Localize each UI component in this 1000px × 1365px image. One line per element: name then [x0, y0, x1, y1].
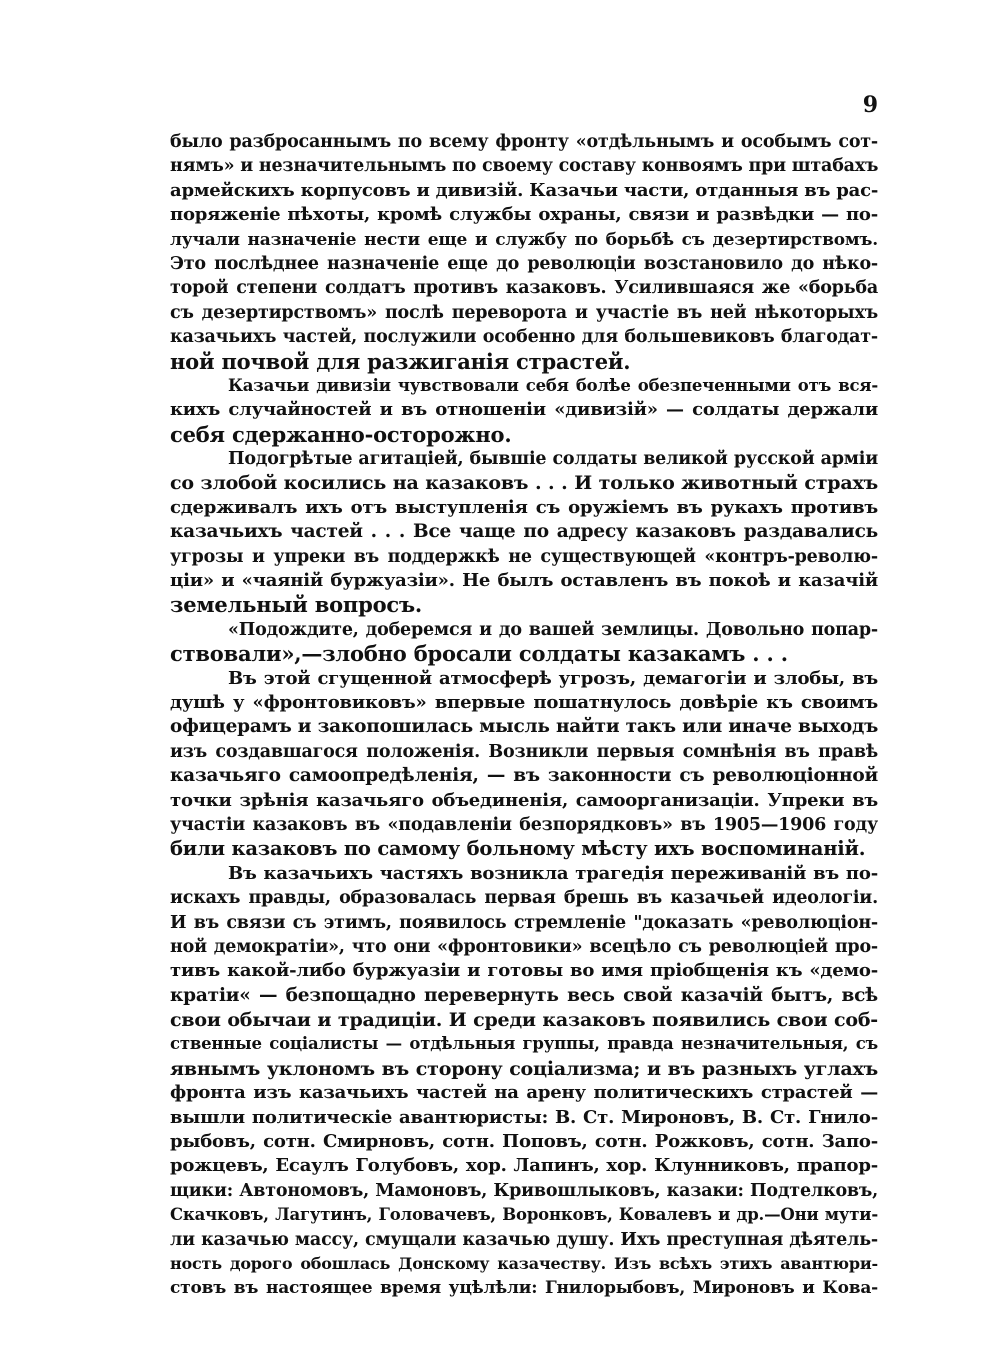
text-line: И въ связи съ этимъ, появилось стремленіе "доказать «революціон- [170, 912, 878, 933]
text-line: армейскихъ корпусовъ и дивизій. Казачьи части, отданныя въ рас- [170, 179, 878, 201]
text-line: ность дорого обошлась Донскому казачеству. Изъ всѣхъ этихъ авантюри- [170, 1253, 878, 1273]
text-line: фронта изъ казачьихъ частей на арену политическихъ страстей — [170, 1082, 878, 1104]
text-line: рыбовъ, сотн. Смирновъ, сотн. Поповъ, сотн. Рожковъ, сотн. Запо- [170, 1131, 878, 1153]
text-line: съ дезертирствомъ» послѣ переворота и участіе въ ней нѣкоторыхъ [170, 302, 878, 323]
text-line: стовъ въ настоящее время уцѣлѣли: Гнилорыбовъ, Мироновъ и Кова- [170, 1278, 878, 1299]
text-line: ціи» и «чаяній буржуазіи». Не былъ оставленъ въ покоѣ и казачій [170, 570, 878, 592]
text-line: ствовали»,—злобно бросали солдаты казакамъ . . . [170, 642, 788, 667]
text-line: Подогрѣтые агитаціей, бывшіе солдаты великой русской арміи [228, 449, 878, 470]
text-line: ной демократіи», что они «фронтовики» всецѣло съ революціей про- [170, 936, 878, 957]
text-line: явнымъ уклономъ въ сторону соціализма; и въ разныхъ углахъ [170, 1057, 878, 1080]
text-line: вышли политическіе авантюристы: В. Ст. Мироновъ, В. Ст. Гнило- [170, 1106, 878, 1128]
text-line: свои обычаи и традиціи. И среди казаковъ появились свои соб- [170, 1009, 878, 1032]
text-line: себя сдержанно-осторожно. [170, 422, 512, 447]
text-line: угрозы и упреки въ поддержкѣ не существующей «контръ-револю- [170, 546, 878, 567]
text-line: Въ этой сгущенной атмосферѣ угрозъ, демагогіи и злобы, въ [228, 667, 878, 689]
text-line: со злобой косились на казаковъ . . . И только животный страхъ [170, 472, 878, 495]
text-line: нямъ» и незначительнымъ по своему составу конвоямъ при штабахъ [170, 156, 878, 177]
text-line: точки зрѣнія казачьяго объединенія, самоорганизаціи. Упреки въ [170, 789, 878, 811]
text-line: Казачьи дивизіи чувствовали себя болѣе обезпеченными отъ вся- [228, 375, 878, 395]
text-line: было разбросаннымъ по всему фронту «отдѣльнымъ и особымъ сот- [170, 132, 878, 152]
text-line: Скачковъ, Лагутинъ, Головачевъ, Воронковъ, Ковалевъ и др.—Они мути- [170, 1205, 878, 1225]
text-line: торой степени солдатъ противъ казаковъ. Усилившаяся же «борьба [170, 278, 878, 299]
text-line: ной почвой для разжиганія страстей. [170, 349, 631, 374]
text-line: земельный вопросъ. [170, 593, 422, 618]
text-line: щики: Автономовъ, Мамоновъ, Кривошлыковъ, казаки: Подтелковъ, [170, 1180, 878, 1201]
text-line: Это послѣднее назначеніе еще до революціи возстановило до нѣко- [170, 253, 878, 274]
text-line: кратіи« — безпощадно перевернуть весь свой казачій бытъ, всѣ [170, 984, 878, 1006]
text-line: душѣ у «фронтовиковъ» впервые пошатнулось довѣріе къ своимъ [170, 691, 878, 713]
text-line: поряженіе пѣхоты, кромѣ службы охраны, связи и развѣдки — по- [170, 204, 878, 226]
text-line: рожцевъ, Есаулъ Голубовъ, хор. Лапинъ, хор. Клунниковъ, прапор- [170, 1155, 878, 1177]
text-line: участіи казаковъ въ «подавленіи безпорядковъ» въ 1905—1906 году [170, 814, 878, 835]
text-line: «Подождите, доберемся и до вашей землицы. Довольно попар- [228, 619, 878, 640]
text-line: офицерамъ и закопошилась мысль найти такъ или иначе выходъ [170, 716, 878, 738]
text-line: Въ казачьихъ частяхъ возникла трагедія переживаній въ по- [228, 862, 878, 884]
text-line: ственные соціалисты — отдѣльныя группы, правда незначительныя, съ [170, 1034, 878, 1054]
text-line: казачьихъ частей . . . Все чаще по адресу казаковъ раздавались [170, 521, 878, 543]
text-line: тивъ какой-либо буржуазіи и готовы во имя пріобщенія къ «демо- [170, 960, 878, 982]
text-line: искахъ правды, образовалась первая брешь въ казачьей идеологіи. [170, 888, 878, 909]
body-text [170, 130, 878, 1301]
text-line: ли казачью массу, смущали казачью душу. Ихъ преступная дѣятель- [170, 1229, 878, 1250]
text-line: лучали назначеніе нести еще и службу по борьбѣ съ дезертирствомъ. [170, 229, 878, 250]
text-line: били казаковъ по самому больному мѣсту ихъ воспоминаній. [170, 837, 866, 861]
text-line: казачьяго самоопредѣленія, — въ законности съ революціонной [170, 765, 878, 787]
text-line: сдерживалъ ихъ отъ выступленія съ оружіемъ въ рукахъ противъ [170, 496, 878, 518]
text-line: казачьихъ частей, послужили особенно для большевиковъ благодат- [170, 327, 878, 348]
text-line: изъ создавшагося положенія. Возникли первыя сомнѣнія въ правѣ [170, 741, 878, 762]
text-line: кихъ случайностей и въ отношеніи «дивизій» — солдаты держали [170, 399, 878, 421]
page-number: 9 [862, 92, 878, 118]
